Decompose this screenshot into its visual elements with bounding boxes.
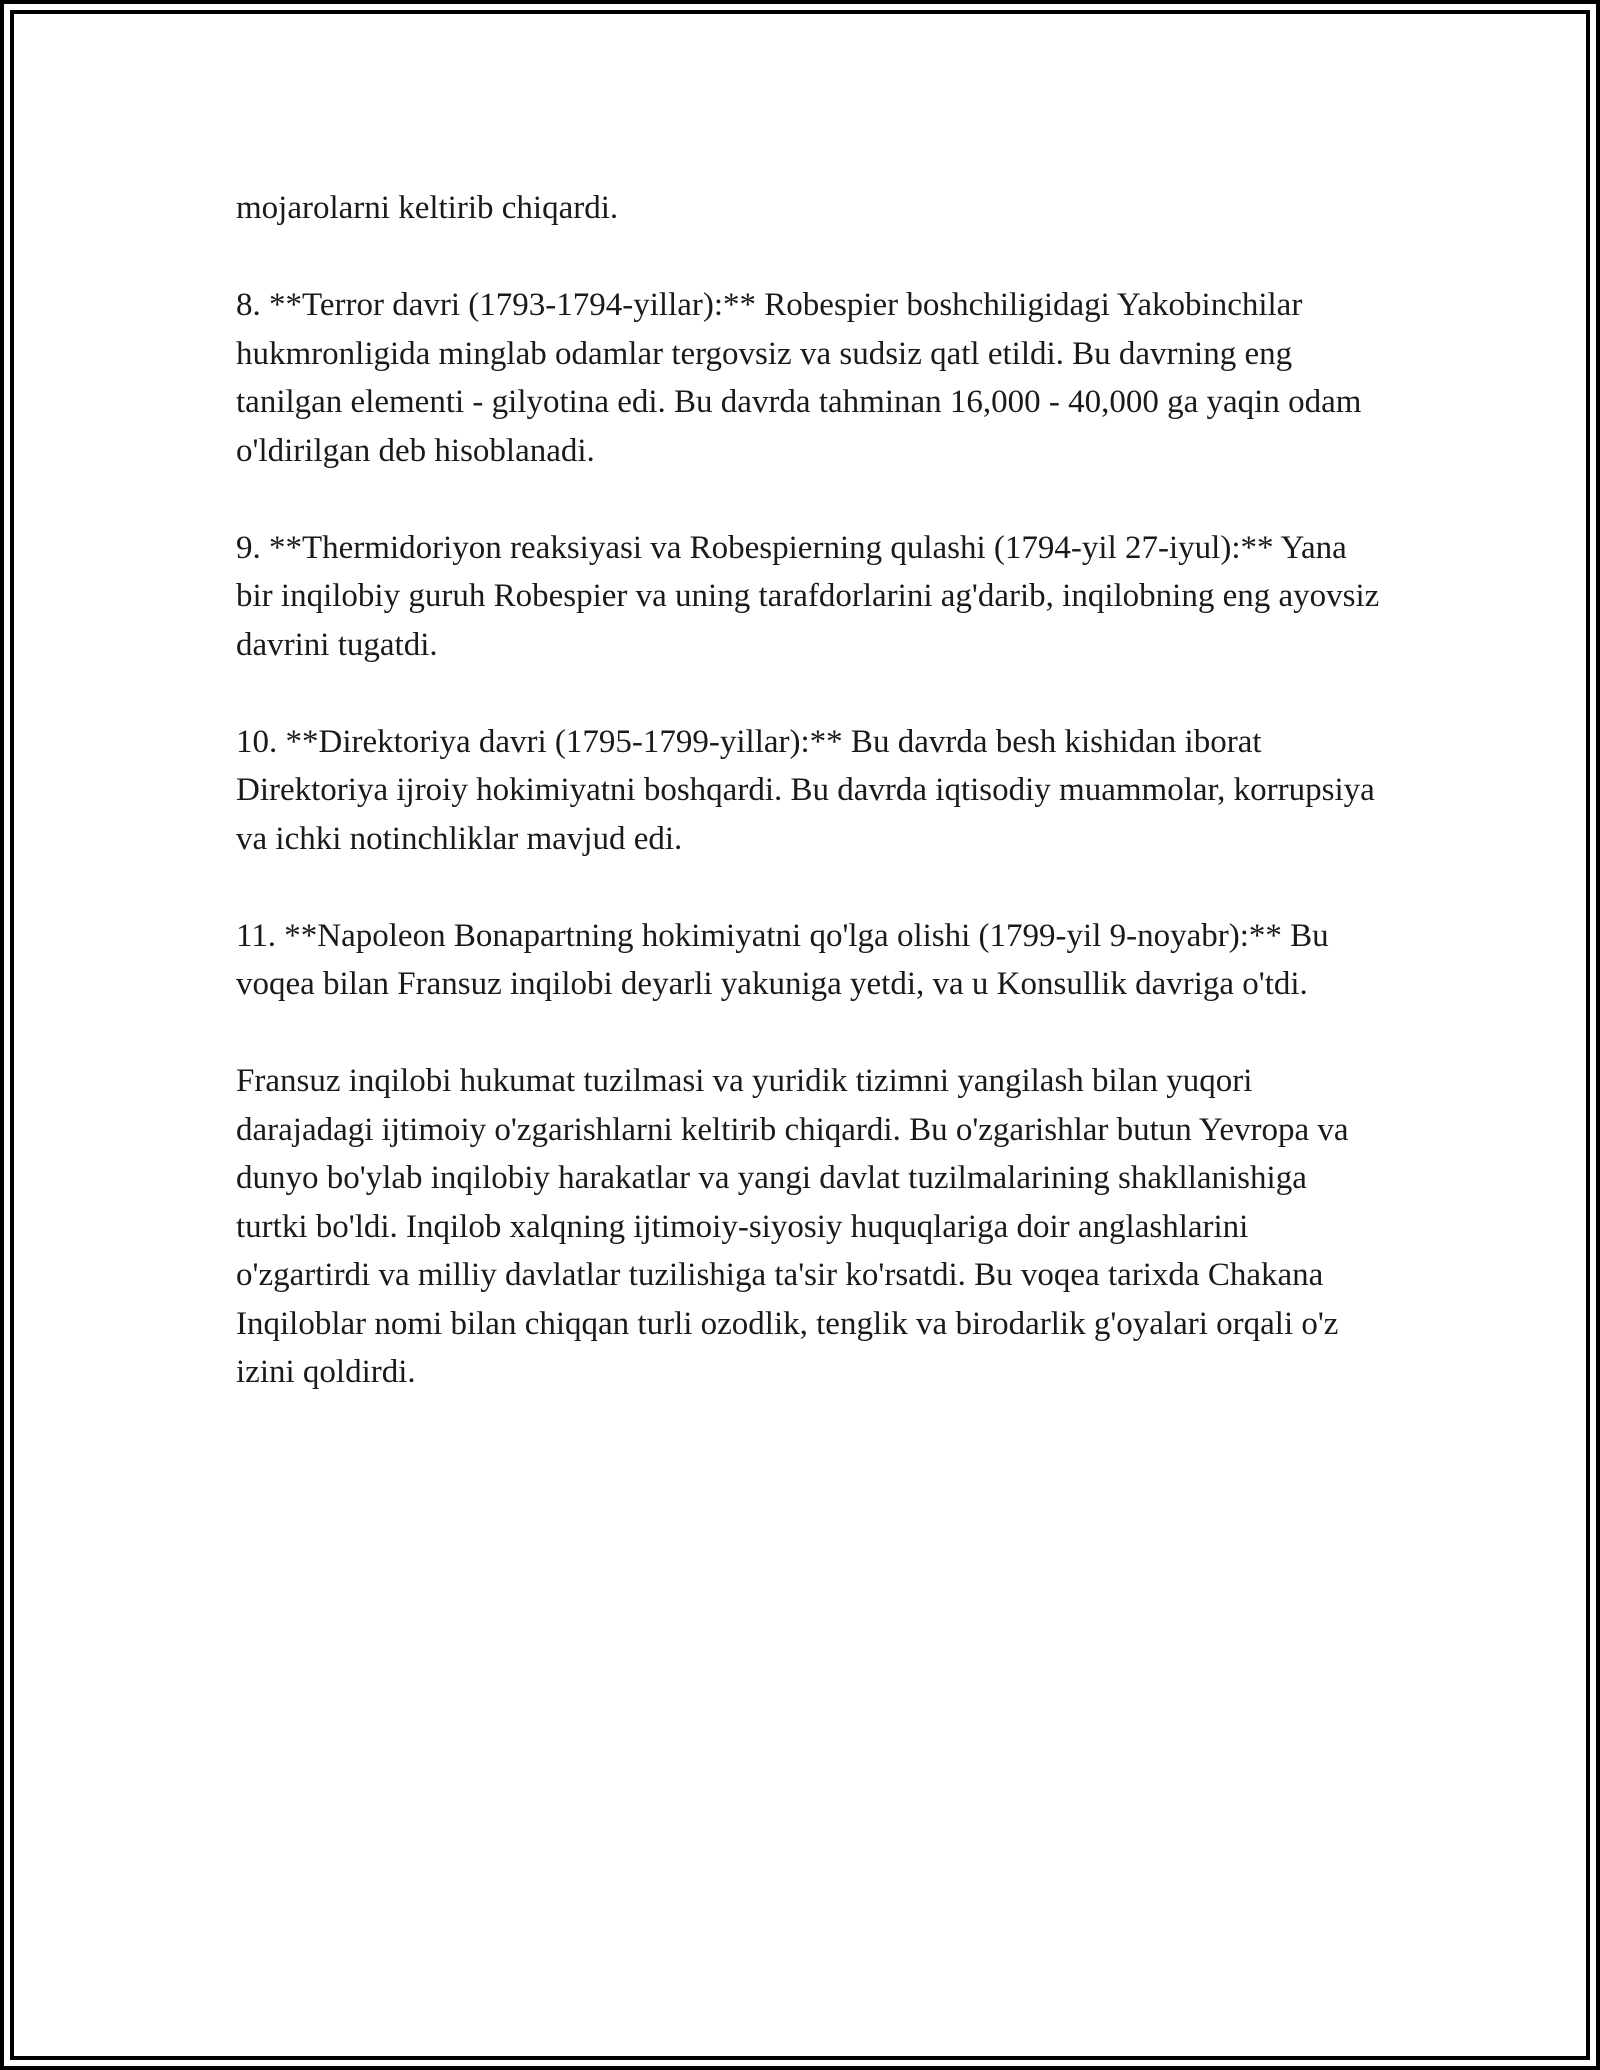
paragraph-conclusion: Fransuz inqilobi hukumat tuzilmasi va yuridik tizimni yangilash bilan yuqori darajadagi ijtimoiy o'zgarishlarni keltirib chiqardi. Bu o'zgarishlar butun Yevropa va dunyo bo'ylab inqilobiy harakatlar va yangi davlat tuzilmalarining shakllanishiga turtki bo'ldi. Inqilob xalqning ijtimoiy-siyosiy huquqlariga doir anglashlarini o'zgartirdi va milliy davlatlar tuzilishiga ta'sir ko'rsatdi. Bu voqea tarixda Chakana Inqiloblar nomi bilan chiqqan turli ozodlik, tenglik va birodarlik g'oyalari orqali o'z izini qoldirdi. [236,1063,1349,1390]
paragraph-continuation: mojarolarni keltirib chiqardi. [236,190,619,226]
paragraph-thermidorian-reaction: 9. **Thermidoriyon reaksiyasi va Robespierning qulashi (1794-yil 27-iyul):** Yana bir inqilobiy guruh Robespier va uning tarafdorlarini ag'darib, inqilobning eng ayovsiz davrini tugatdi. [236,529,1380,663]
document-body [236,184,1386,1445]
paragraph-napoleon-seizure: 11. **Napoleon Bonapartning hokimiyatni qo'lga olishi (1799-yil 9-noyabr):** Bu voqea bilan Fransuz inqilobi deyarli yakuniga yetdi, va u Konsullik davriga o'tdi. [236,917,1329,1002]
paragraph-directory-period: 10. **Direktoriya davri (1795-1799-yillar):** Bu davrda besh kishidan iborat Direktoriya ijroiy hokimiyatni boshqardi. Bu davrda iqtisodiy muammolar, korrupsiya va ichki notinchliklar mavjud edi. [236,723,1375,857]
paragraph-terror-period: 8. **Terror davri (1793-1794-yillar):** Robespier boshchiligidagi Yakobinchilar hukmronligida minglab odamlar tergovsiz va sudsiz qatl etildi. Bu davrning eng tanilgan elementi - gilyotina edi. Bu davrda tahminan 16,000 - 40,000 ga yaqin odam o'ldirilgan deb hisoblanadi. [236,287,1362,469]
